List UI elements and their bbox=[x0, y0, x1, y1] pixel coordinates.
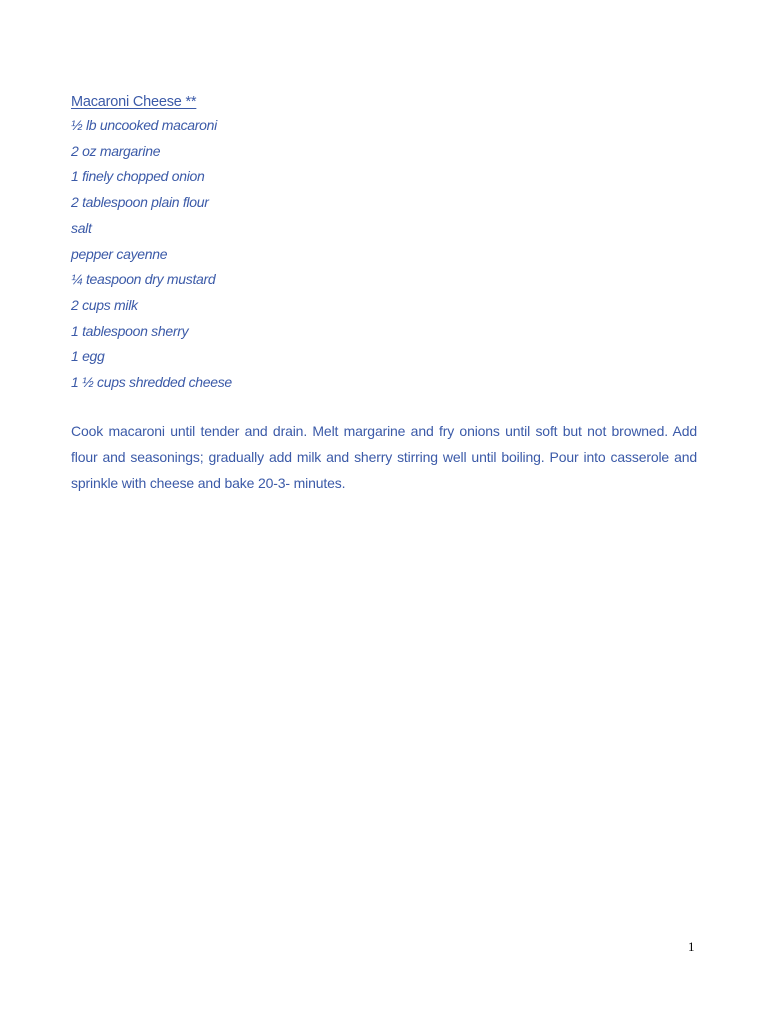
recipe bbox=[71, 91, 697, 496]
page-number: 1 bbox=[688, 939, 695, 954]
ingredient-item: 2 cups milk bbox=[71, 296, 138, 313]
ingredient-item: salt bbox=[71, 219, 92, 236]
ingredient-item: 1 egg bbox=[71, 348, 105, 365]
ingredient-item: ½ lb uncooked macaroni bbox=[71, 117, 217, 133]
ingredient-item: 2 tablespoon plain flour bbox=[71, 194, 209, 211]
ingredient-item: 1 ½ cups shredded cheese bbox=[71, 374, 232, 391]
ingredient-item: 1 tablespoon sherry bbox=[71, 322, 189, 339]
ingredient-item: pepper cayenne bbox=[71, 245, 168, 262]
ingredient-list bbox=[71, 113, 697, 396]
ingredient-item: 1 finely chopped onion bbox=[71, 168, 205, 185]
ingredient-item: ¼ teaspoon dry mustard bbox=[71, 271, 216, 288]
ingredient-item: 2 oz margarine bbox=[71, 142, 161, 159]
recipe-title: Macaroni Cheese ** bbox=[71, 94, 197, 110]
recipe-method: Cook macaroni until tender and drain. Melt margarine and fry onions until soft but not browned. Add flour and seasonings; gradually add milk and sherry stirring well until boiling. Pour into casserole and sprinkle with cheese and bake 20-3- minutes. bbox=[71, 422, 697, 491]
